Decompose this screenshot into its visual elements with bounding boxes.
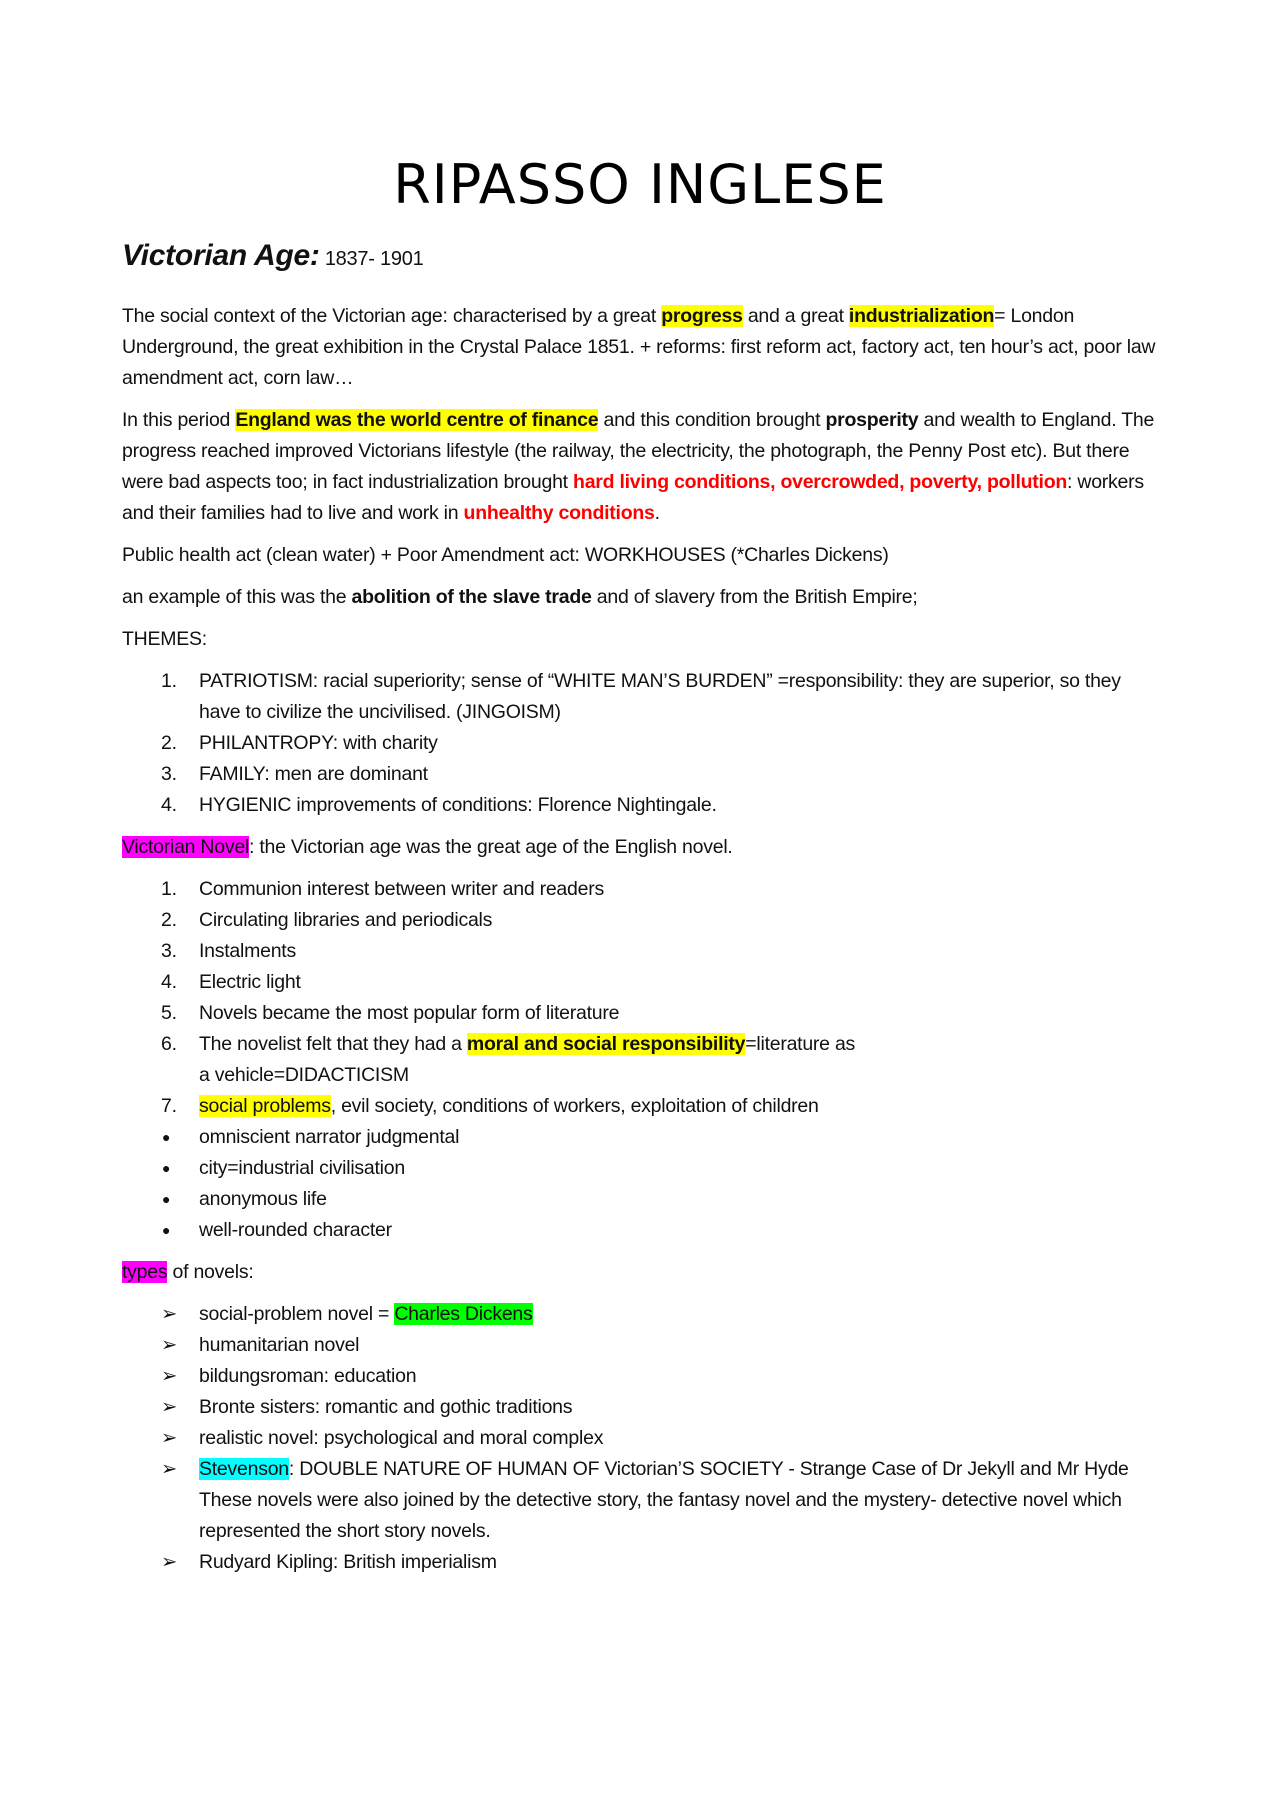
themes-label: THEMES: <box>122 628 207 650</box>
paragraph-types <box>122 1257 1167 1288</box>
list-item <box>122 967 1167 998</box>
highlight-moral-responsibility: moral and social responsibility <box>466 1033 746 1055</box>
arrow-bullet-icon: ➢ <box>161 1303 178 1325</box>
highlight-progress: progress <box>661 305 743 327</box>
list-item <box>122 1091 1167 1122</box>
bullet-item <box>122 1184 1167 1215</box>
list-number: 4. <box>161 794 177 816</box>
text: : workers and their families had to live and work in <box>122 471 1144 524</box>
text: of novels: <box>167 1261 254 1283</box>
list-text: The novelist felt that they had a <box>199 1033 467 1055</box>
bullet-icon: ● <box>162 1160 171 1176</box>
list-number: 1. <box>161 878 177 900</box>
list-text: Novels became the most popular form of literature <box>199 1002 620 1024</box>
heading-dates: 1837- 1901 <box>324 248 424 270</box>
bullet-item <box>122 1122 1167 1153</box>
highlight-charles-dickens: Charles Dickens <box>394 1303 533 1325</box>
list-item <box>122 666 1167 728</box>
red-unhealthy-conditions: unhealthy conditions <box>463 502 655 524</box>
list-text: Electric light <box>199 971 301 993</box>
document-title: RIPASSO INGLESE <box>393 153 887 216</box>
bold-abolition: abolition of the slave trade <box>351 586 592 608</box>
list-text: , evil society, conditions of workers, exploitation of children <box>330 1095 819 1117</box>
list-item <box>122 728 1167 759</box>
text: The social context of the Victorian age: characterised by a great <box>122 305 662 327</box>
list-item <box>122 790 1167 821</box>
list-item <box>122 905 1167 936</box>
bullet-text: well-rounded character <box>199 1219 392 1241</box>
arrow-bullet-icon: ➢ <box>161 1458 178 1480</box>
types-list <box>122 1299 1167 1578</box>
list-text: Instalments <box>199 940 296 962</box>
arrow-bullet-icon: ➢ <box>161 1334 178 1356</box>
bullet-text: omniscient narrator judgmental <box>199 1126 460 1148</box>
list-text: Rudyard Kipling: British imperialism <box>199 1551 497 1573</box>
highlight-finance: England was the world centre of finance <box>235 409 599 431</box>
bullet-item <box>122 1215 1167 1246</box>
arrow-bullet-icon: ➢ <box>161 1551 178 1573</box>
text: and this condition brought <box>598 409 826 431</box>
text: In this period <box>122 409 236 431</box>
list-text: HYGIENIC improvements of conditions: Florence Nightingale. <box>199 794 717 816</box>
paragraph-public-health: Public health act (clean water) + Poor Amendment act: WORKHOUSES (*Charles Dickens) <box>122 544 889 566</box>
list-text: social-problem novel = <box>199 1303 395 1325</box>
paragraph-slave-trade <box>122 582 1167 613</box>
novel-bullets <box>122 1122 1167 1246</box>
list-text: These novels were also joined by the detective story, the fantasy novel and the mystery- detective novel which represented the short story novels. <box>199 1489 1122 1542</box>
novel-features-list <box>122 874 1167 1122</box>
bullet-text: anonymous life <box>199 1188 327 1210</box>
list-number: 1. <box>161 670 177 692</box>
list-number: 3. <box>161 763 177 785</box>
themes-list <box>122 666 1167 821</box>
highlight-stevenson: Stevenson <box>199 1458 289 1480</box>
list-text: PHILANTROPY: with charity <box>199 732 438 754</box>
arrow-bullet-icon: ➢ <box>161 1427 178 1449</box>
text: and of slavery from the British Empire; <box>591 586 918 608</box>
text: = London Underground, the great exhibition in the Crystal Palace 1851. + reforms: first reform act, factory act, ten hour’s act, poor law amendment act, corn law… <box>122 305 1156 389</box>
list-item <box>122 874 1167 905</box>
list-text: humanitarian novel <box>199 1334 360 1356</box>
list-text: =literature as a vehicle=DIDACTICISM <box>199 1033 856 1086</box>
arrow-item <box>122 1423 1167 1454</box>
arrow-bullet-icon: ➢ <box>161 1396 178 1418</box>
list-number: 5. <box>161 1002 177 1024</box>
arrow-item <box>122 1330 1167 1361</box>
text: and wealth to England. The progress reached improved Victorians lifestyle (the railway, the electricity, the photograph, the Penny Post etc). But there were bad aspects too; in fact industrialization brought <box>122 409 1155 493</box>
list-number: 4. <box>161 971 177 993</box>
list-text: bildungsroman: education <box>199 1365 417 1387</box>
list-text: Communion interest between writer and readers <box>199 878 604 900</box>
bullet-item <box>122 1153 1167 1184</box>
section-heading <box>122 240 424 275</box>
arrow-item <box>122 1454 1167 1547</box>
arrow-item <box>122 1547 1167 1578</box>
paragraph-social-context <box>122 301 1167 394</box>
list-text: Circulating libraries and periodicals <box>199 909 493 931</box>
paragraph-period <box>122 405 1167 529</box>
paragraph-victorian-novel <box>122 832 1167 863</box>
text: and a great <box>742 305 849 327</box>
highlight-industrialization: industrialization <box>848 305 995 327</box>
list-text: PATRIOTISM: racial superiority; sense of “WHITE MAN’S BURDEN” =responsibility: they are superior, so they have to civilize the uncivilised. (JINGOISM) <box>199 670 1121 723</box>
bullet-text: city=industrial civilisation <box>199 1157 405 1179</box>
text: : the Victorian age was the great age of the English novel. <box>249 836 733 858</box>
highlight-victorian-novel: Victorian Novel <box>122 836 250 858</box>
list-text: realistic novel: psychological and moral complex <box>199 1427 604 1449</box>
text: an example of this was the <box>122 586 352 608</box>
arrow-item <box>122 1361 1167 1392</box>
list-number: 3. <box>161 940 177 962</box>
arrow-bullet-icon: ➢ <box>161 1365 178 1387</box>
bullet-icon: ● <box>162 1222 171 1238</box>
list-number: 7. <box>161 1095 177 1117</box>
text: . <box>654 502 660 524</box>
bullet-icon: ● <box>162 1129 171 1145</box>
bold-prosperity: prosperity <box>825 409 919 431</box>
list-item <box>122 998 1167 1029</box>
arrow-item <box>122 1299 1167 1330</box>
highlight-types: types <box>122 1261 168 1283</box>
list-text: : DOUBLE NATURE OF HUMAN OF Victorian’S SOCIETY - Strange Case of Dr Jekyll and Mr Hyde <box>288 1458 1129 1480</box>
list-text: FAMILY: men are dominant <box>199 763 428 785</box>
list-item <box>122 1029 1167 1091</box>
bullet-icon: ● <box>162 1191 171 1207</box>
list-number: 6. <box>161 1033 177 1055</box>
list-number: 2. <box>161 732 177 754</box>
highlight-social-problems: social problems <box>199 1095 331 1117</box>
red-hard-conditions: hard living conditions, overcrowded, poverty, pollution <box>573 471 1068 493</box>
list-item <box>122 936 1167 967</box>
list-item <box>122 759 1167 790</box>
heading-label: Victorian Age: <box>122 239 320 272</box>
arrow-item <box>122 1392 1167 1423</box>
list-text: Bronte sisters: romantic and gothic traditions <box>199 1396 573 1418</box>
list-number: 2. <box>161 909 177 931</box>
